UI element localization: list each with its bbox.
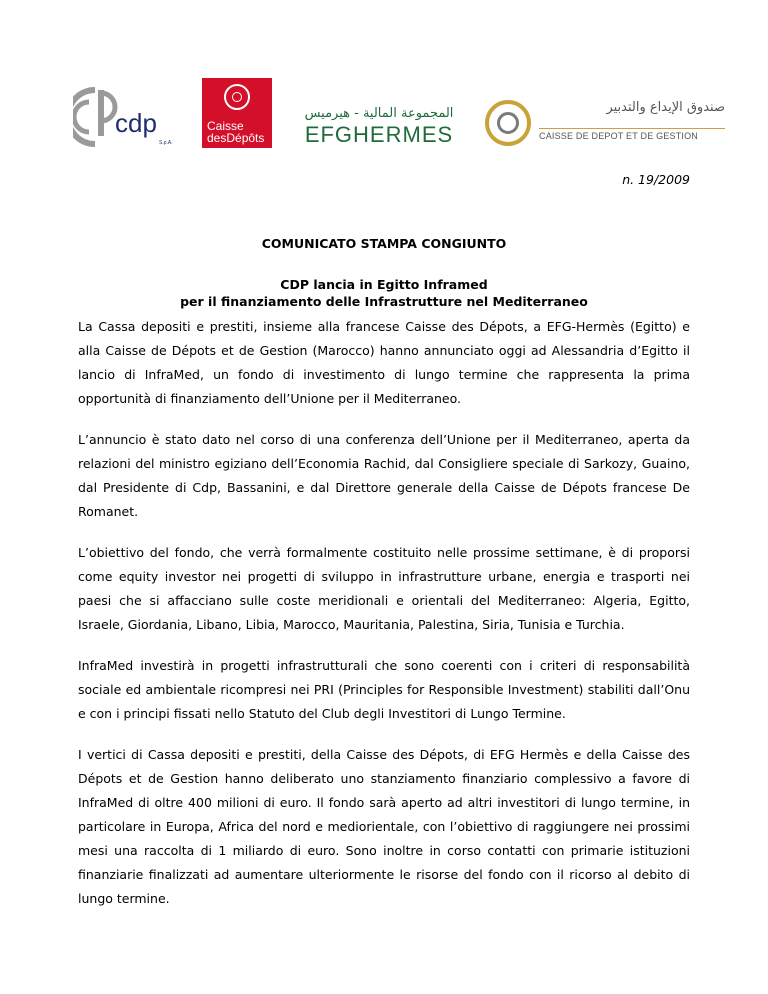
- title-line-1: CDP lancia in Egitto Inframed: [280, 277, 488, 292]
- release-number: n. 19/2009: [622, 172, 690, 187]
- title-line-2: per il finanziamento delle Infrastrutture nel Mediterraneo: [180, 294, 588, 309]
- seal-icon: [224, 84, 250, 110]
- efg-logo-arabic: المجموعة المالية - هيرميس: [304, 106, 454, 121]
- cdg-logo-arabic: صندوق الإيداع والتدبير: [606, 100, 725, 115]
- document-title: [0, 276, 768, 310]
- paragraph-5: I vertici di Cassa depositi e prestiti, della Caisse des Dépots, di EFG Hermès e della Caisse des Dépots et de Gestion hanno deliberato uno stanziamento finanziario complessivo a favore di InfraMed di oltre 400 milioni di euro. Il fondo sarà aperto ad altri investitori di lungo termine, in particolare in Europa, Africa del nord e mediorientale, con l’obiettivo di raggiungere nei prossimi mesi una raccolta di 1 miliardo di euro. Sono inoltre in corso contatti con primarie istituzioni finanziarie finalizzati ad aumentare ulteriormente le risorse del fondo con il ricorso al debito di lungo termine.: [78, 747, 690, 906]
- logo-bar: [0, 78, 768, 153]
- caisse-des-depots-logo: [202, 78, 272, 148]
- cdp-logo-mark: [73, 86, 173, 148]
- efg-hermes-logo: [303, 106, 455, 148]
- cdp-logo-text: cdp: [115, 108, 157, 138]
- document-body: [78, 315, 690, 928]
- efg-logo-english: EFGHERMES: [304, 122, 454, 147]
- cdg-ring-icon: [485, 100, 531, 146]
- cdp-logo-subtext: S.p.A.: [159, 140, 173, 146]
- caisse-logo-line2: desDépôts: [207, 131, 265, 145]
- cdg-logo-french: CAISSE DE DEPOT ET DE GESTION: [539, 128, 725, 141]
- paragraph-4: InfraMed investirà in progetti infrastrutturali che sono coerenti con i criteri di responsabilità sociale ed ambientale ricompresi nei PRI (Principles for Responsible Investment) stabiliti dall’Onu e con i principi fissati nello Statuto del Club degli Investitori di Lungo Termine.: [78, 658, 690, 721]
- document-type: COMUNICATO STAMPA CONGIUNTO: [261, 236, 507, 251]
- cdp-logo: [73, 86, 173, 148]
- paragraph-3: L’obiettivo del fondo, che verrà formalmente costituito nelle prossime settimane, è di proporsi come equity investor nei progetti di sviluppo in infrastrutture urbane, energia e trasporti nei paesi che si affacciano sulle coste meridionali e orientali del Mediterraneo: Algeria, Egitto, Israele, Giordania, Libano, Libia, Marocco, Mauritania, Palestina, Siria, Tunisia e Turchia.: [78, 545, 690, 632]
- cdg-logo: [485, 100, 730, 148]
- paragraph-1: La Cassa depositi e prestiti, insieme alla francese Caisse des Dépots, a EFG-Hermès (Egitto) e alla Caisse de Dépots et de Gestion (Marocco) hanno annunciato oggi ad Alessandria d’Egitto il lancio di InfraMed, un fondo di investimento di lungo termine che rappresenta la prima opportunità di finanziamento dell’Unione per il Mediterraneo.: [78, 319, 690, 406]
- paragraph-2: L’annuncio è stato dato nel corso di una conferenza dell’Unione per il Mediterraneo, aperta da relazioni del ministro egiziano dell’Economia Rachid, dal Consigliere speciale di Sarkozy, Guaino, dal Presidente di Cdp, Bassanini, e dal Direttore generale della Caisse de Dépots francese De Romanet.: [78, 432, 690, 519]
- caisse-logo-line1: Caisse: [207, 119, 244, 133]
